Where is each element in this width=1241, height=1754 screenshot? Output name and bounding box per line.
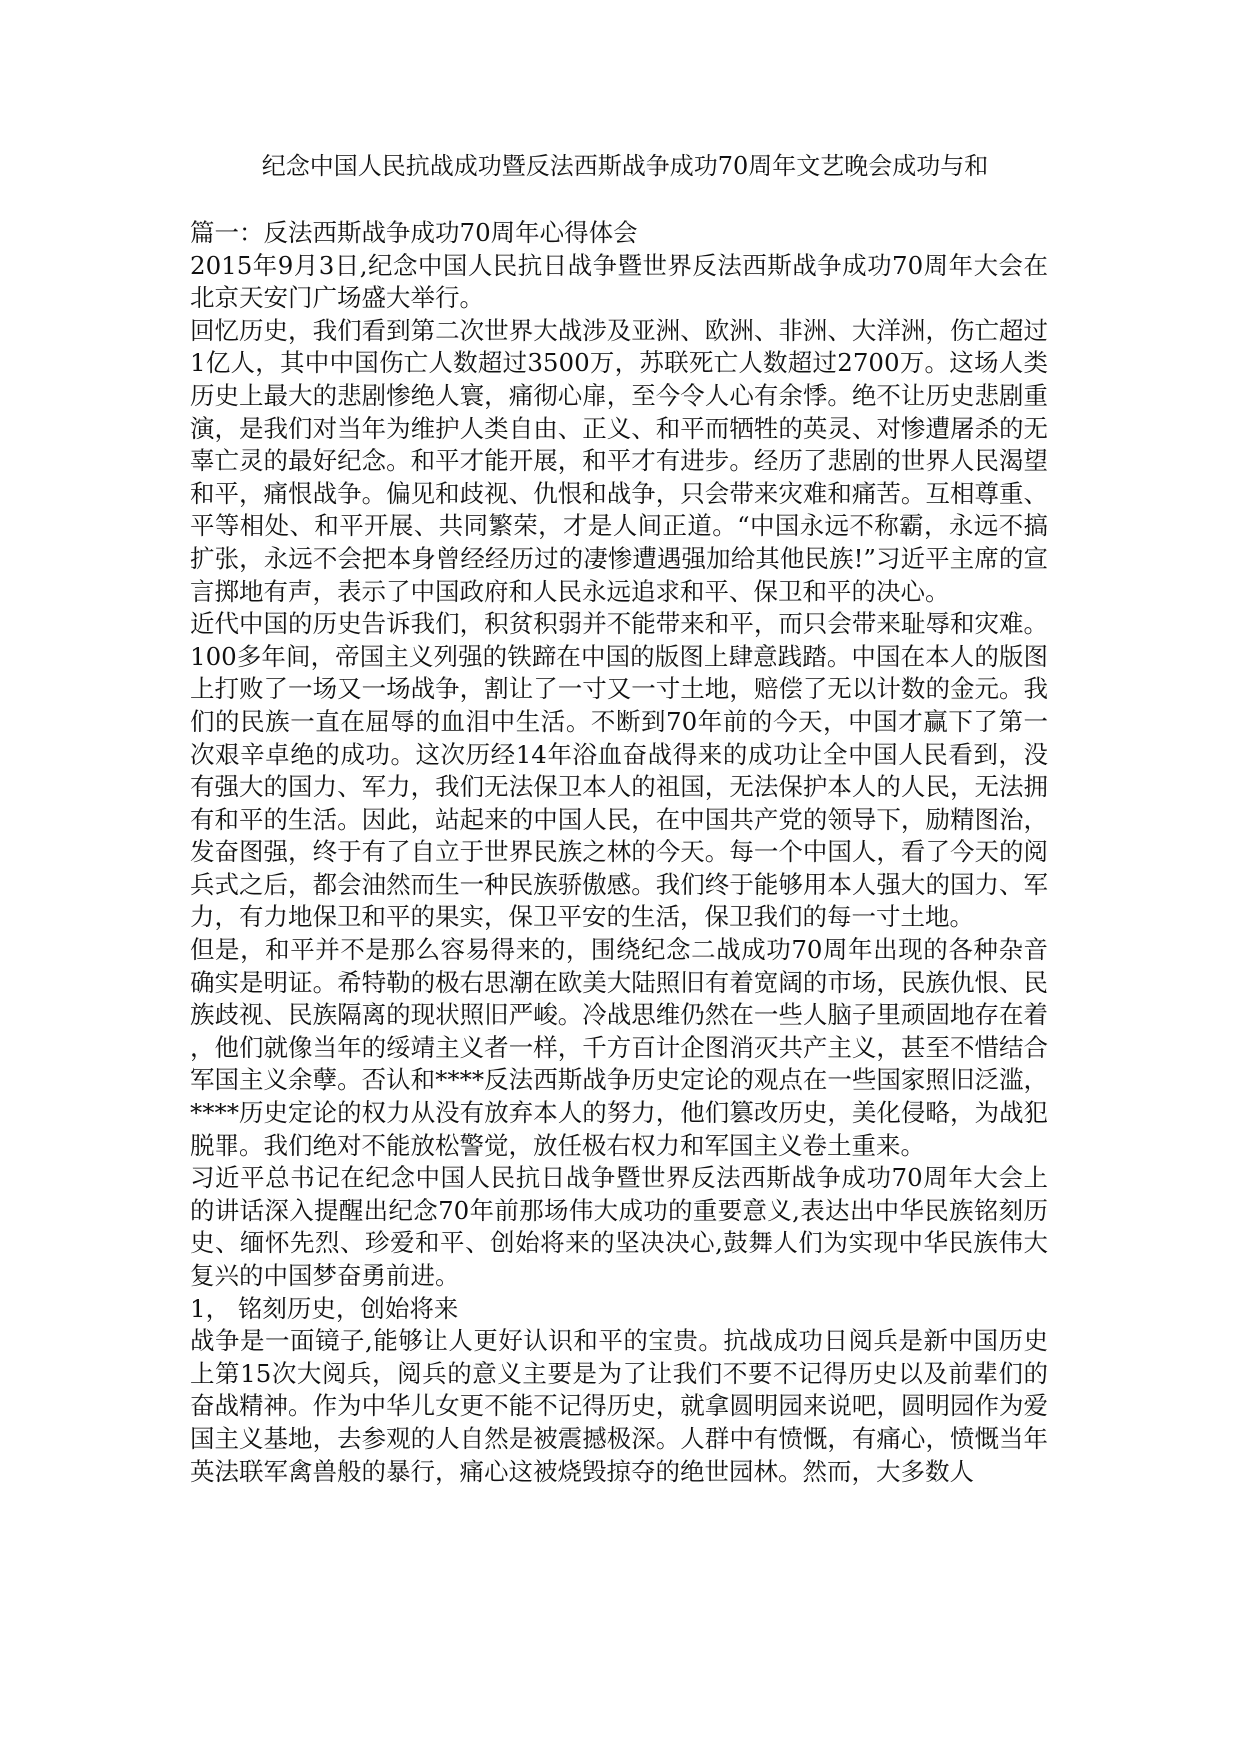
paragraph: 2015年9月3日,纪念中国人民抗日战争暨世界反法西斯战争成功70周年大会在北京天安门广场盛大举行。 <box>190 250 1048 313</box>
document-body <box>190 217 1048 1488</box>
paragraph: 近代中国的历史告诉我们，积贫积弱并不能带来和平，而只会带来耻辱和灾难。100多年间，帝国主义列强的铁蹄在中国的版图上肆意践踏。中国在本人的版图上打败了一场又一场战争，割让了一寸又一寸土地，赔偿了无以计数的金元。我们的民族一直在屈辱的血泪中生活。不断到70年前的今天，中国才赢下了第一次艰辛卓绝的成功。这次历经14年浴血奋战得来的成功让全中国人民看到，没有强大的国力、军力，我们无法保卫本人的祖国，无法保护本人的人民，无法拥有和平的生活。因此，站起来的中国人民，在中国共产党的领导下，励精图治，发奋图强，终于有了自立于世界民族之林的今天。每一个中国人，看了今天的阅兵式之后，都会油然而生一种民族骄傲感。我们终于能够用本人强大的国力、军力，有力地保卫和平的果实，保卫平安的生活，保卫我们的每一寸土地。 <box>190 609 1048 932</box>
paragraph: 战争是一面镜子,能够让人更好认识和平的宝贵。抗战成功日阅兵是新中国历史上第15次大阅兵，阅兵的意义主要是为了让我们不要不记得历史以及前辈们的奋战精神。作为中华儿女更不能不记得历史，就拿圆明园来说吧，圆明园作为爱国主义基地，去参观的人自然是被震撼极深。人群中有愤慨，有痛心，愤慨当年英法联军禽兽般的暴行，痛心这被烧毁掠夺的绝世园林。然而，大多数人 <box>190 1326 1048 1486</box>
paragraph: 习近平总书记在纪念中国人民抗日战争暨世界反法西斯战争成功70周年大会上的讲话深入提醒出纪念70年前那场伟大成功的重要意义,表达出中华民族铭刻历史、缅怀先烈、珍爱和平、创始将来的坚决决心,鼓舞人们为实现中华民族伟大复兴的中国梦奋勇前进。 <box>190 1163 1048 1290</box>
section-heading: 篇一：反法西斯战争成功70周年心得体会 <box>190 218 638 247</box>
document-title: 纪念中国人民抗战成功暨反法西斯战争成功70周年文艺晚会成功与和 <box>261 152 989 180</box>
paragraph: 但是，和平并不是那么容易得来的，围绕纪念二战成功70周年出现的各种杂音确实是明证。希特勒的极右思潮在欧美大陆照旧有着宽阔的市场，民族仇恨、民族歧视、民族隔离的现状照旧严峻。冷战思维仍然在一些人脑子里顽固地存在着，他们就像当年的绥靖主义者一样，千方百计企图消灭共产主义，甚至不惜结合军国主义余孽。否认和****反法西斯战争历史定论的观点在一些国家照旧泛滥，****历史定论的权力从没有放弃本人的努力，他们篡改历史，美化侵略，为战犯脱罪。我们绝对不能放松警觉，放任极右权力和军国主义卷土重来。 <box>190 935 1048 1160</box>
numbered-heading: 1， 铭刻历史，创始将来 <box>190 1293 459 1323</box>
paragraph: 回忆历史，我们看到第二次世界大战涉及亚洲、欧洲、非洲、大洋洲，伤亡超过1亿人，其中中国伤亡人数超过3500万，苏联死亡人数超过2700万。这场人类历史上最大的悲剧惨绝人寰，痛彻心扉，至今令人心有余悸。绝不让历史悲剧重演，是我们对当年为维护人类自由、正义、和平而牺牲的英灵、对惨遭屠杀的无辜亡灵的最好纪念。和平才能开展，和平才有进步。经历了悲剧的世界人民渴望和平，痛恨战争。偏见和歧视、仇恨和战争，只会带来灾难和痛苦。互相尊重、平等相处、和平开展、共同繁荣，才是人间正道。“中国永远不称霸，永远不搞扩张，永远不会把本身曾经经历过的凄惨遭遇强加给其他民族!”习近平主席的宣言掷地有声，表示了中国政府和人民永远追求和平、保卫和平的决心。 <box>190 315 1048 606</box>
